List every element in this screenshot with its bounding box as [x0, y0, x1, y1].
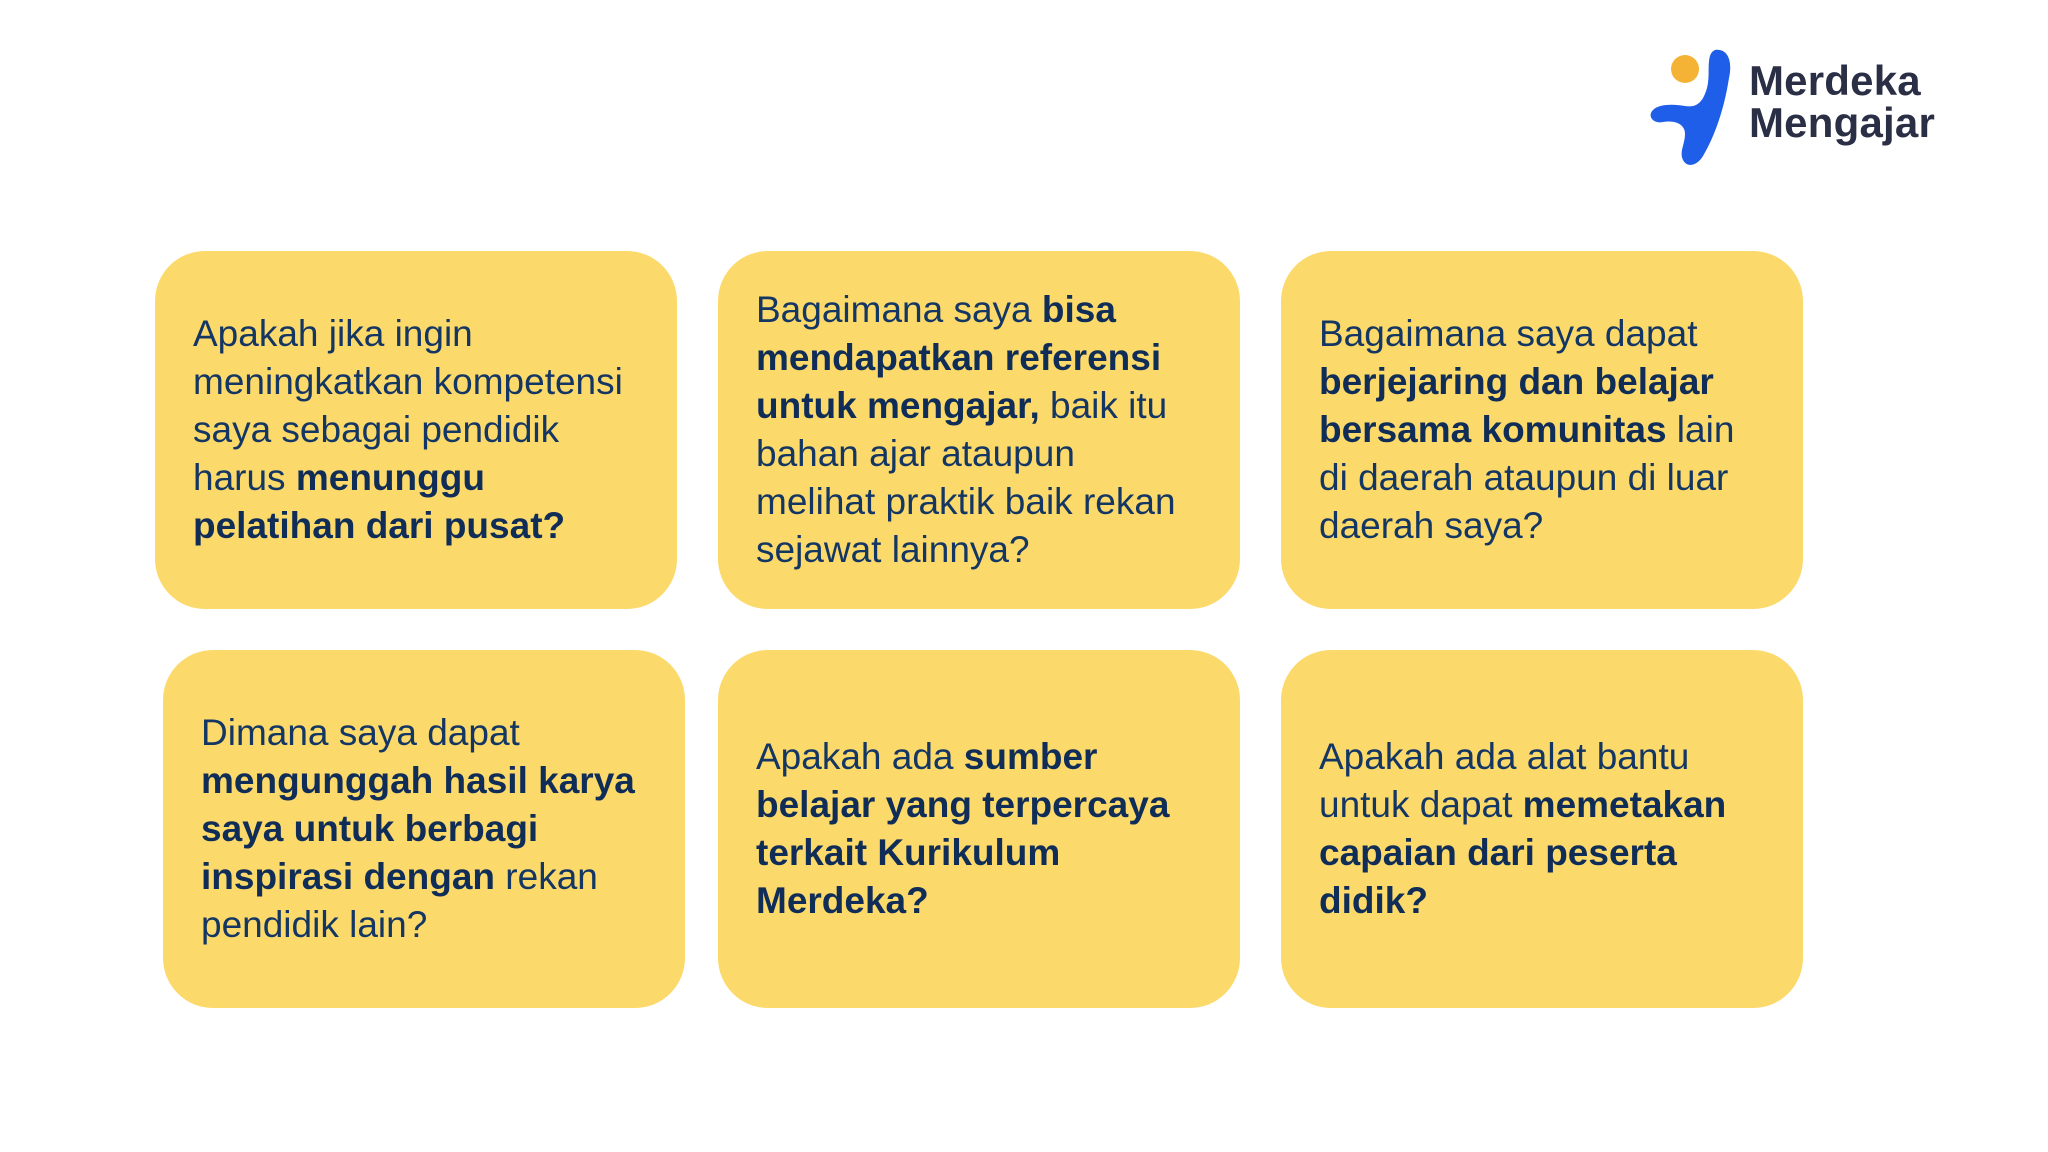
merdeka-mengajar-logo: [1645, 44, 1965, 170]
question-card: [1281, 650, 1803, 1008]
text-segment: Dimana saya dapat: [201, 712, 520, 753]
text-segment: Bagaimana saya dapat: [1319, 313, 1698, 354]
bold-segment: mengunggah hasil karya saya untuk berbagi inspirasi dengan: [201, 760, 635, 897]
text-segment: Apakah ada alat bantu untuk dapat: [1319, 736, 1690, 825]
logo-line-1: Merdeka: [1749, 57, 1921, 104]
text-segment: Bagaimana saya: [756, 289, 1042, 330]
bold-segment: bisa mendapatkan referensi untuk mengajar,: [756, 289, 1162, 426]
question-text: [193, 310, 641, 550]
bold-segment: sumber belajar yang terpercaya terkait Kurikulum Merdeka?: [756, 736, 1170, 921]
logo-line-2: Mengajar: [1749, 99, 1935, 146]
text-segment: baik itu bahan ajar ataupun melihat praktik baik rekan sejawat lainnya?: [756, 385, 1176, 570]
bold-segment: memetakan capaian dari peserta didik?: [1319, 784, 1727, 921]
question-card: [155, 251, 677, 609]
logo-wordmark: [1749, 57, 1935, 146]
question-text: [756, 733, 1204, 925]
question-text: [756, 286, 1204, 574]
question-text: [1319, 310, 1767, 550]
logo-orange-dot: [1671, 55, 1699, 83]
text-segment: Apakah ada: [756, 736, 964, 777]
question-text: [1319, 733, 1767, 925]
question-card: [163, 650, 685, 1008]
text-segment: rekan pendidik lain?: [201, 856, 598, 945]
question-card: [1281, 251, 1803, 609]
merdeka-mengajar-logo-icon: [1645, 44, 1745, 170]
bold-segment: berjejaring dan belajar bersama komunitas: [1319, 361, 1714, 450]
question-text: [201, 709, 649, 949]
text-segment: Apakah jika ingin meningkatkan kompetensi saya sebagai pendidik harus: [193, 313, 623, 498]
question-card: [718, 251, 1240, 609]
bold-segment: menunggu pelatihan dari pusat?: [193, 457, 566, 546]
text-segment: lain di daerah ataupun di luar daerah saya?: [1319, 409, 1735, 546]
question-card: [718, 650, 1240, 1008]
